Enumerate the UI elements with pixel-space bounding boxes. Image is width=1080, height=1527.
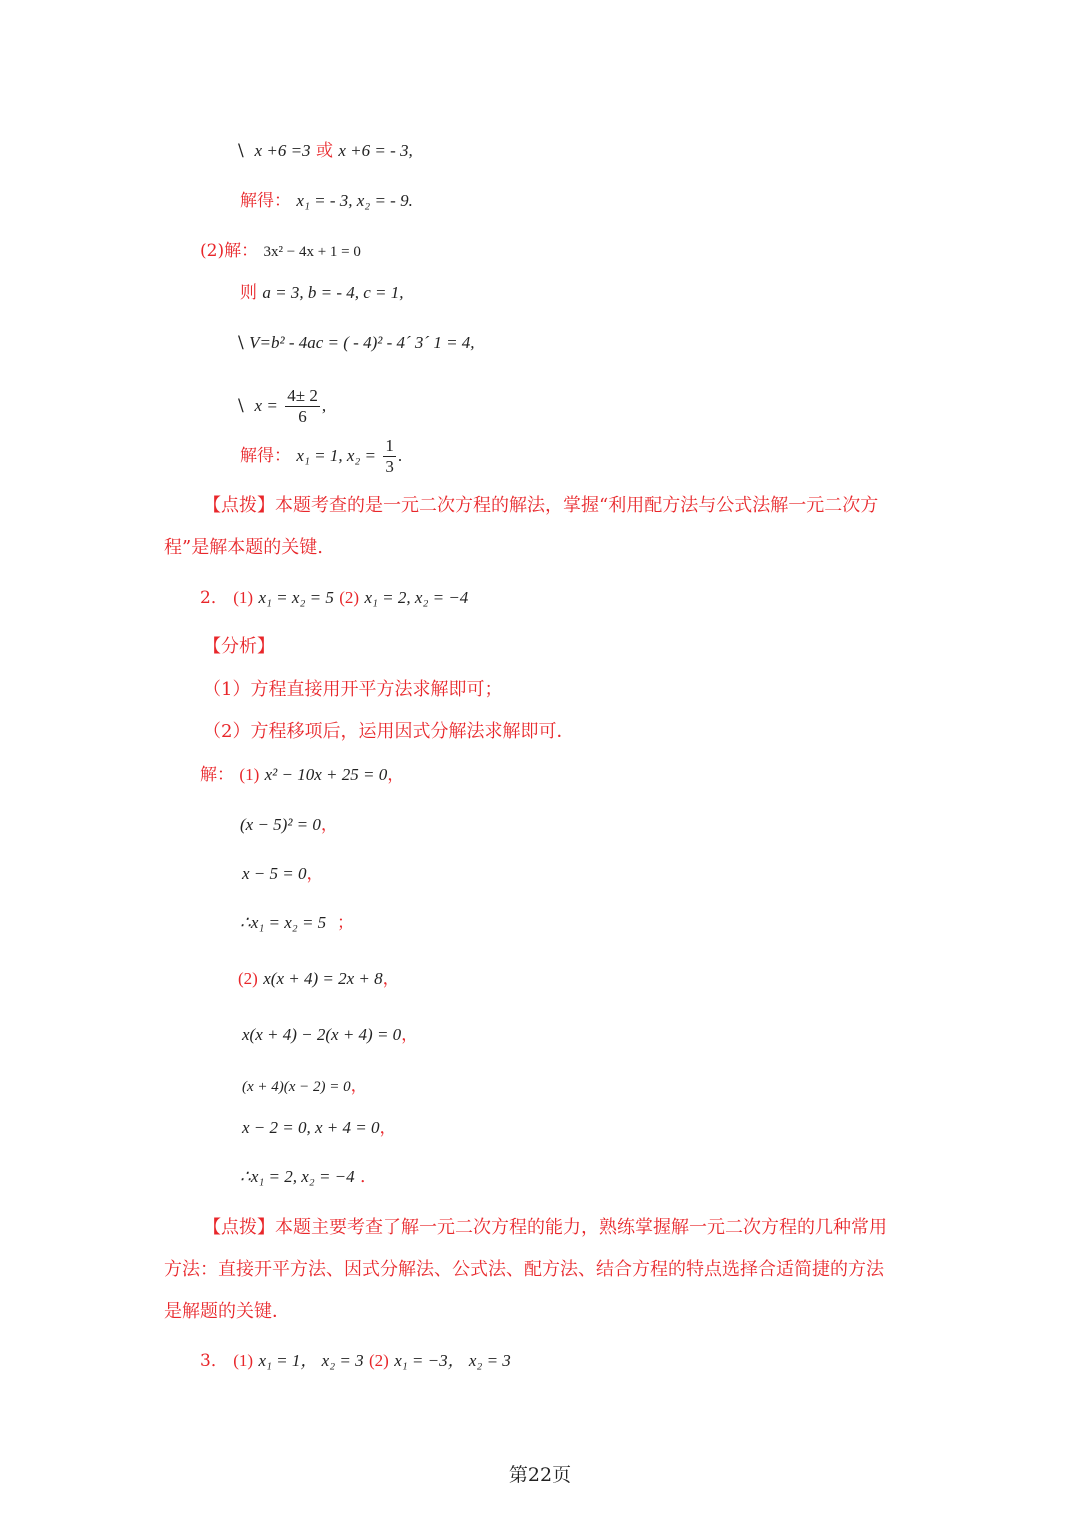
punctuation: ， xyxy=(401,1025,419,1045)
solution-label: 解： xyxy=(200,765,234,785)
step-line xyxy=(242,1115,396,1141)
fraction-denominator: 3 xyxy=(385,457,394,476)
math-expression: x +6 = - 3, xyxy=(338,141,413,160)
punctuation: , xyxy=(321,396,327,415)
punctuation: ； xyxy=(336,913,354,933)
tip-1-line-1: 【点拨】本题考查的是一元二次方程的解法，掌握“利用配方法与公式法解一元二次方 xyxy=(203,495,879,516)
part-label: (1) xyxy=(233,1351,254,1370)
math-expression: ∴x₁ = 2, x₂ = −4 xyxy=(240,1167,355,1186)
math-expression: x(x + 4) = 2x + 8 xyxy=(263,969,383,988)
punctuation: ， xyxy=(387,765,405,785)
eq-line-1 xyxy=(238,138,413,164)
math-expression: x² − 10x + 25 = 0 xyxy=(264,765,388,784)
step-line xyxy=(238,966,400,992)
step-line xyxy=(242,861,324,887)
punctuation: . xyxy=(397,446,403,465)
tip-1-line-2: 程”是解本题的关键. xyxy=(164,537,323,558)
q2-answer-line xyxy=(200,585,468,611)
math-expression: x₁ = 1， x₂ = 3 xyxy=(258,1351,364,1370)
math-expression: x = xyxy=(254,396,278,415)
fraction-numerator: 4± 2 xyxy=(287,386,318,405)
solution-label: 解得： xyxy=(240,191,291,211)
step-line xyxy=(240,910,354,936)
tip-2-line-3: 是解题的关键． xyxy=(164,1301,290,1322)
math-expression: 3x² − 4x + 1 = 0 xyxy=(263,244,361,260)
math-expression: x − 2 = 0, x + 4 = 0 xyxy=(242,1118,380,1137)
punctuation: ， xyxy=(350,1076,368,1096)
math-expression: x₁ = - 3, x₂ = - 9. xyxy=(296,191,413,210)
math-expression: x +6 =3 xyxy=(254,141,311,160)
solution-line-2 xyxy=(240,436,402,477)
step-line xyxy=(200,762,404,788)
punctuation: ． xyxy=(360,1167,378,1187)
root-formula-line xyxy=(238,386,326,427)
q3-answer-line xyxy=(200,1348,511,1374)
prefix-text: 则 xyxy=(240,283,257,303)
step-line xyxy=(242,1022,418,1048)
math-expression: x(x + 4) − 2(x + 4) = 0 xyxy=(242,1025,402,1044)
solution-label: 解得： xyxy=(240,446,291,466)
tip-2-line-2: 方法：直接开平方法、因式分解法、公式法、配方法、结合方程的特点选择合适简捷的方法 xyxy=(164,1259,884,1280)
therefore-symbol: \ xyxy=(238,396,244,416)
step-line xyxy=(240,812,338,838)
part-label: (2) xyxy=(238,969,258,988)
math-expression: ∴x₁ = x₂ = 5 xyxy=(240,913,327,932)
question-number: 3． xyxy=(200,1351,228,1371)
analysis-line-2: （2）方程移项后，运用因式分解法求解即可． xyxy=(203,721,575,742)
math-expression: V=b² - 4ac = ( - 4)² - 4´ 3´ 1 = 4, xyxy=(249,333,475,352)
part-label: (2)解： xyxy=(200,241,259,261)
therefore-symbol: \ xyxy=(238,333,244,353)
step-line xyxy=(242,1073,368,1100)
conjunction: 或 xyxy=(315,141,333,161)
fraction-numerator: 1 xyxy=(385,436,394,455)
coefficients-line xyxy=(240,280,404,306)
punctuation: ， xyxy=(320,815,338,835)
question-number: 2． xyxy=(200,588,228,608)
discriminant-line xyxy=(238,330,475,356)
punctuation: ， xyxy=(382,969,400,989)
fraction-denominator: 6 xyxy=(298,407,307,426)
part-label: (1) xyxy=(239,765,260,784)
math-expression: x₁ = 1, x₂ = xyxy=(296,446,377,465)
math-expression: x − 5 = 0 xyxy=(242,864,307,883)
solution-line-1 xyxy=(240,188,413,214)
fraction xyxy=(285,386,320,427)
page-number: 第22页 xyxy=(508,1464,572,1486)
punctuation: ， xyxy=(379,1118,397,1138)
punctuation: ， xyxy=(306,864,324,884)
math-expression: x₁ = x₂ = 5 xyxy=(258,588,334,607)
math-expression: x₁ = 2, x₂ = −4 xyxy=(364,588,469,607)
math-expression: a = 3, b = - 4, c = 1, xyxy=(262,283,404,302)
analysis-line-1: （1）方程直接用开平方法求解即可； xyxy=(203,679,503,700)
analysis-title: 【分析】 xyxy=(203,636,275,657)
math-expression: (x − 5)² = 0 xyxy=(240,815,321,834)
tip-2-line-1: 【点拨】本题主要考查了解一元二次方程的能力，熟练掌握解一元二次方程的几种常用 xyxy=(203,1217,887,1238)
part-label: (2) xyxy=(368,1351,389,1370)
part2-equation xyxy=(200,238,361,265)
math-expression: (x + 4)(x − 2) = 0 xyxy=(242,1079,351,1095)
therefore-symbol: \ xyxy=(238,141,244,161)
step-line xyxy=(240,1164,377,1190)
part-label: (2) xyxy=(339,588,360,607)
math-expression: x₁ = −3， x₂ = 3 xyxy=(394,1351,511,1370)
part-label: (1) xyxy=(233,588,254,607)
fraction xyxy=(383,436,396,477)
